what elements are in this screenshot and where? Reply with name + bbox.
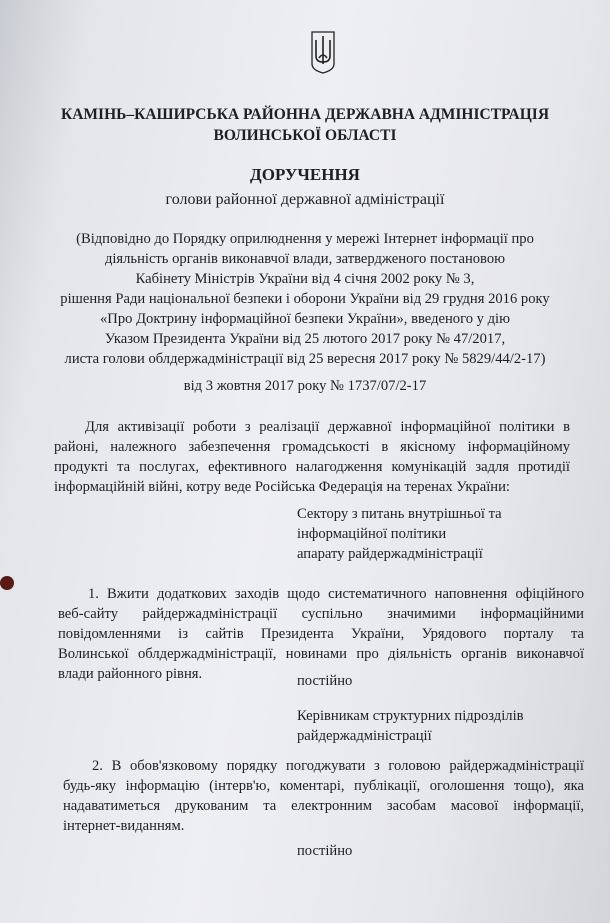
addressee-line: Сектору з питань внутрішньої та <box>297 506 502 522</box>
addressee-line: інформаційної політики <box>297 526 447 542</box>
addressee-line: Керівникам структурних підрозділів <box>297 708 524 724</box>
addressee-line: апарату райдержадміністрації <box>297 546 483 562</box>
item-line: 1. Вжити додаткових заходів щодо систематичного наповнення офіційного <box>88 586 584 602</box>
preamble-line: районі, належного забезпечення громадськості в якісному інформаційному <box>54 439 570 455</box>
date-number: від 3 жовтня 2017 року № 1737/07/2-17 <box>183 378 427 394</box>
term-2: постійно <box>297 843 353 859</box>
basis-line: рішення Ради національної безпеки і оборони України від 29 грудня 2016 року <box>60 291 550 307</box>
basis-line: Указом Президента України від 25 лютого 2017 року № 47/2017, <box>104 331 506 347</box>
doc-subtitle: голови районної державної адміністрації <box>165 191 445 208</box>
org-name-line2: ВОЛИНСЬКОЇ ОБЛАСТІ <box>213 127 397 144</box>
basis-line: листа голови облдержадміністрації від 25 вересня 2017 року № 5829/44/2-17) <box>64 351 546 367</box>
item-line: надаватиметься друкованим та електронним засобам масової інформації, <box>63 798 584 814</box>
item-line: влади районного рівня. <box>58 666 203 682</box>
trident-emblem-icon <box>310 30 336 74</box>
term-1: постійно <box>297 673 353 689</box>
addressee-line: райдержадміністрації <box>297 728 432 744</box>
basis-line: (Відповідно до Порядку оприлюднення у мережі Інтернет інформації про <box>76 231 534 247</box>
item-line: повідомленнями із сайтів Президента України, Урядового порталу та <box>58 626 584 642</box>
item-line: Волинської облдержадміністрації, новинами про діяльність органів виконавчої <box>58 646 584 662</box>
punch-hole <box>0 576 14 590</box>
preamble-line: продукті та послугах, ефективного налагодження комунікацій задля протидії <box>54 459 570 475</box>
basis-line: діяльність органів виконавчої влади, затвердженого постановою <box>104 251 506 267</box>
item-line: інтернет-виданням. <box>63 818 185 834</box>
item-line: 2. В обов'язковому порядку погоджувати з головою райдержадміністрації <box>92 758 584 774</box>
basis-line: «Про Доктрину інформаційної безпеки України», введеного у дію <box>100 311 510 327</box>
preamble-line: інформаційній війні, котру веде Російська Федерація на теренах України: <box>54 479 510 495</box>
item-line: веб-сайту райдержадміністрації суспільно значимими інформаційними <box>58 606 584 622</box>
org-name-line1: КАМІНЬ–КАШИРСЬКА РАЙОННА ДЕРЖАВНА АДМІНІСТРАЦІЯ <box>60 106 550 123</box>
item-line: будь-яку інформацію (інтерв'ю, коментарі, публікації, оголошення тощо), яка <box>63 778 584 794</box>
basis-line: Кабінету Міністрів України від 4 січня 2002 року № 3, <box>135 271 475 287</box>
preamble-line: Для активізації роботи з реалізації державної інформаційної політики в <box>85 419 570 435</box>
doc-type: ДОРУЧЕННЯ <box>250 165 360 184</box>
